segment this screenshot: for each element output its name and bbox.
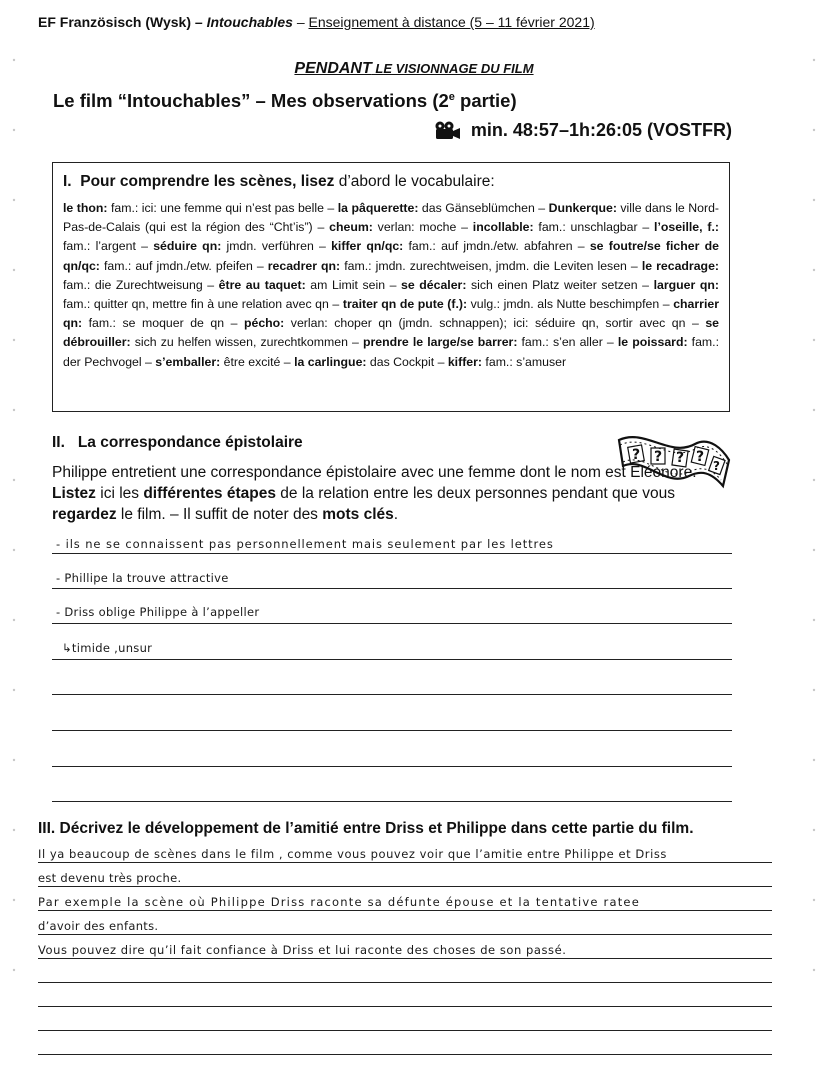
vocabulary-list xyxy=(63,199,719,372)
vocab-term: séduire qn: xyxy=(153,239,222,254)
vocab-definition: fam.: s’amuser xyxy=(482,354,567,369)
answer-line[interactable] xyxy=(52,588,732,589)
section2-p2: Listez xyxy=(52,485,96,502)
vocab-definition: ville dans le Nord-Pas-de-Calais (qui est la région des “Cht’is”) – xyxy=(63,201,720,235)
title-main: Le film “Intouchables” – Mes observations (2 xyxy=(53,90,449,111)
vocab-term: charrier qn: xyxy=(63,297,719,331)
answer-line[interactable] xyxy=(52,730,732,731)
pendant-word: PENDANT xyxy=(294,60,372,77)
vocab-definition: fam.: unschlagbar – xyxy=(533,220,655,235)
answer-line[interactable] xyxy=(52,694,732,695)
vocab-definition: fam.: l’argent – xyxy=(63,239,154,254)
answer-line[interactable] xyxy=(52,553,732,554)
answer-line[interactable] xyxy=(52,766,732,767)
section2-instructions xyxy=(52,462,742,525)
vocab-definition: verlan: moche – xyxy=(372,220,473,235)
vocab-term: être au taquet: xyxy=(218,277,306,292)
film-mark-5: ? xyxy=(713,459,720,473)
vocab-definition: jmdn. verführen – xyxy=(221,239,332,254)
answer-line[interactable] xyxy=(52,801,732,802)
answer-line[interactable] xyxy=(38,1054,772,1055)
vocab-term: recadrer qn: xyxy=(267,258,341,273)
section2-p9: . xyxy=(393,506,399,523)
section2-p4: différentes étapes xyxy=(143,485,276,502)
handwritten-answer-9: Vous pouvez dire qu’il fait confiance à Driss et lui raconte des choses de son passé. xyxy=(38,943,567,957)
answer-line[interactable] xyxy=(38,862,772,863)
vocab-term: se débrouiller: xyxy=(63,316,720,350)
header-sep: – xyxy=(292,14,309,30)
vocab-term: pécho: xyxy=(243,316,285,331)
vocab-term: prendre le large/se barrer: xyxy=(362,335,518,350)
handwritten-answer-1: - ils ne se connaissent pas personnellement mais seulement par les lettres xyxy=(56,537,554,551)
page-title xyxy=(53,90,517,112)
answer-line[interactable] xyxy=(52,623,732,624)
section2-p1: Philippe entretient une correspondance épistolaire avec une femme dont le nom est Eléonore. xyxy=(52,464,697,481)
vocab-term: Dunkerque: xyxy=(548,201,617,215)
section2-p3: ici les xyxy=(95,485,144,502)
vocab-term: la carlingue: xyxy=(294,354,367,369)
vocab-term: se foutre/se ficher de qn/qc: xyxy=(63,239,719,273)
answer-line[interactable] xyxy=(38,982,772,983)
vocab-term: kiffer: xyxy=(447,354,483,369)
header-course: EF Französisch (Wysk) – xyxy=(38,14,207,30)
film-mark-1: ? xyxy=(632,447,641,463)
vocab-term: larguer qn: xyxy=(653,277,719,292)
pendant-heading xyxy=(0,60,828,78)
answer-line[interactable] xyxy=(52,659,732,660)
vocab-definition: sich zu helfen wissen, zurechtkommen – xyxy=(130,335,363,350)
vocab-definition: vulg.: jmdn. als Nutte beschimpfen – xyxy=(467,297,674,312)
vocab-definition: être excité – xyxy=(220,354,295,369)
section1-rest: d’abord le vocabulaire: xyxy=(334,173,495,190)
section1-num: I. xyxy=(63,173,72,190)
section1-heading xyxy=(63,173,719,191)
section2-p6: regardez xyxy=(52,506,117,523)
vocab-term: incollable: xyxy=(472,220,534,235)
vocab-definition: fam.: se moquer de qn – xyxy=(82,316,244,331)
answer-line[interactable] xyxy=(38,1006,772,1007)
vocab-term: traiter qn de pute (f.): xyxy=(342,297,468,312)
film-mark-2: ? xyxy=(654,449,663,465)
vocabulary-box xyxy=(52,162,730,412)
section3-heading: III. Décrivez le développement de l’amitié entre Driss et Philippe dans cette partie du film. xyxy=(38,820,694,837)
film-mark-4: ? xyxy=(696,449,705,465)
vocab-definition: verlan: choper qn (jmdn. schnappen); ici: séduire qn, sortir avec qn – xyxy=(284,316,706,331)
header-remote: Enseignement à distance (5 – 11 février 2021) xyxy=(308,14,595,30)
handwritten-answer-2: - Phillipe la trouve attractive xyxy=(56,571,229,585)
vocab-definition: fam.: die Zurechtweisung – xyxy=(63,277,219,292)
vocab-definition: fam.: ici: une femme qui n’est pas belle – xyxy=(107,201,338,215)
answer-line[interactable] xyxy=(38,934,772,935)
answer-line[interactable] xyxy=(38,910,772,911)
answer-line[interactable] xyxy=(38,958,772,959)
vocab-term: l’oseille, f.: xyxy=(654,220,719,235)
handwritten-answer-8: d’avoir des enfants. xyxy=(38,919,159,933)
vocab-definition: fam.: jmdn. zurechtweisen, jmdm. die Leviten lesen – xyxy=(340,258,642,273)
vocab-term: le poissard: xyxy=(617,335,688,350)
vocab-term: se décaler: xyxy=(401,277,467,292)
section2-heading: II. La correspondance épistolaire xyxy=(52,434,303,451)
vocab-term: le thon: xyxy=(63,201,108,215)
vocab-term: le recadrage: xyxy=(641,258,720,273)
film-camera-icon xyxy=(433,121,461,141)
section2-p7: le film. – Il suffit de noter des xyxy=(116,506,323,523)
handwritten-answer-6: est devenu très proche. xyxy=(38,871,182,885)
pendant-rest: LE VISIONNAGE DU FILM xyxy=(371,61,534,76)
handwritten-answer-5: Il ya beaucoup de scènes dans le film , comme vous pouvez voir que l’amitie entre Philippe et Driss xyxy=(38,847,667,861)
vocab-term: la pâquerette: xyxy=(337,201,419,215)
document-header xyxy=(38,14,595,30)
title-sup: e xyxy=(448,90,455,103)
vocab-term: kiffer qn/qc: xyxy=(331,239,404,254)
vocab-definition: fam.: der Pechvogel – xyxy=(63,335,719,369)
handwritten-answer-3: - Driss oblige Philippe à l’appeller xyxy=(56,605,260,619)
vocab-definition: fam.: auf jmdn./etw. abfahren – xyxy=(403,239,590,254)
section2-p5: de la relation entre les deux personnes pendant que vous xyxy=(275,485,675,502)
vocab-term: s’emballer: xyxy=(155,354,221,369)
answer-line[interactable] xyxy=(38,886,772,887)
section1-bold: Pour comprendre les scènes, lisez xyxy=(80,173,335,190)
film-mark-3: ? xyxy=(676,450,685,466)
timestamp: min. 48:57–1h:26:05 (VOSTFR) xyxy=(470,120,732,140)
vocab-term: cheum: xyxy=(329,220,373,235)
vocab-definition: fam.: s’en aller – xyxy=(517,335,618,350)
vocab-definition: am Limit sein – xyxy=(305,277,402,292)
handwritten-answer-7: Par exemple la scène où Philippe Driss raconte sa défunte épouse et la tentative ratee xyxy=(38,895,640,909)
answer-line[interactable] xyxy=(38,1030,772,1031)
title-end: partie) xyxy=(454,90,517,111)
vocab-definition: das Cockpit – xyxy=(366,354,448,369)
section2-p8: mots clés xyxy=(322,506,394,523)
vocab-definition: sich einen Platz weiter setzen – xyxy=(466,277,654,292)
vocab-definition: fam.: quitter qn, mettre fin à une relation avec qn – xyxy=(63,297,343,312)
vocab-definition: das Gänseblümchen – xyxy=(418,201,549,215)
timestamp-row xyxy=(433,120,732,141)
header-film: Intouchables xyxy=(206,14,293,30)
vocab-definition: fam.: auf jmdn./etw. pfeifen – xyxy=(99,258,268,273)
handwritten-answer-4: ↳timide ,unsur xyxy=(62,641,153,655)
